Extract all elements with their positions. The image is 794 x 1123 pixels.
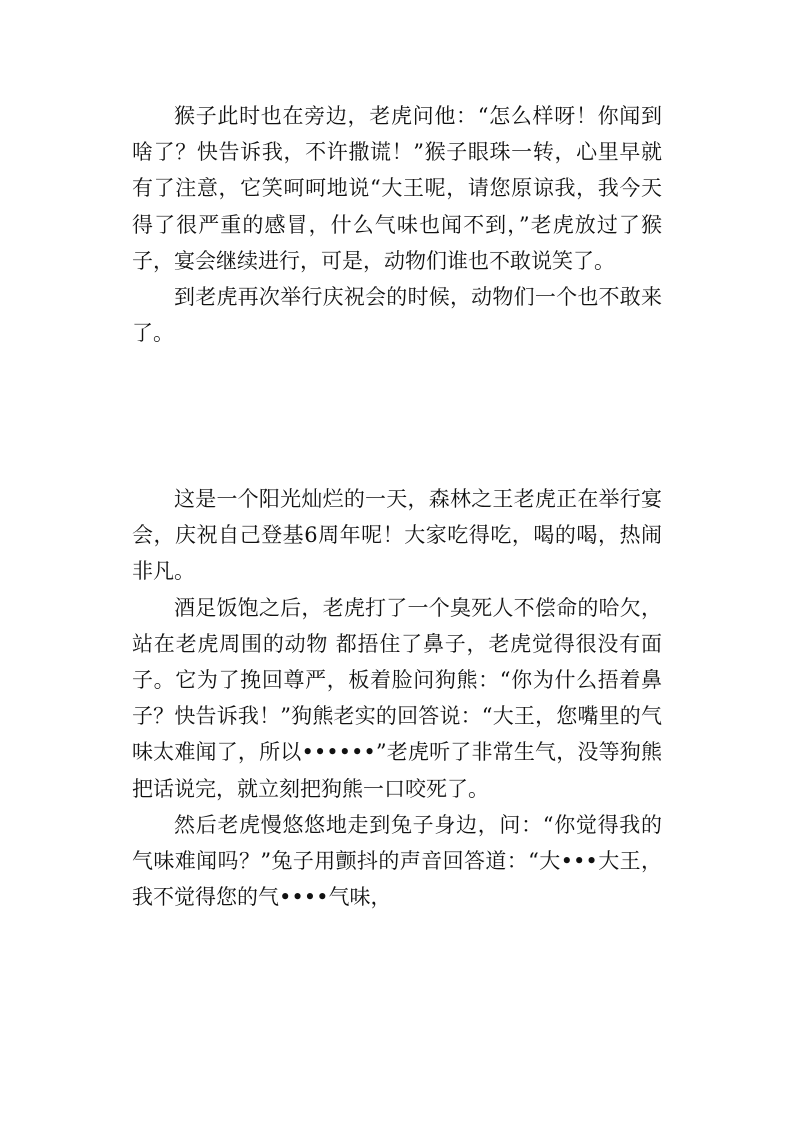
- story-section-ending: [132, 98, 662, 351]
- story-section-beginning: [132, 481, 662, 915]
- paragraph-no-animals-came: 到老虎再次举行庆祝会的时候，动物们一个也不敢来了。: [132, 285, 662, 346]
- paragraph-bear-answer: 酒足饭饱之后，老虎打了一个臭死人不偿命的哈欠，站在老虎周围的动物 都捂住了鼻子，老虎觉得很没有面子。它为了挽回尊严，板着脸问狗熊：“你为什么捂着鼻子？快告诉我！”狗熊老实的回答说：“大王，您嘴里的气味太难闻了，所以••••••”老虎听了非常生气，没等狗熊把话说完，就立刻把狗熊一口咬死了。: [132, 595, 662, 801]
- paragraph-tiger-banquet: 这是一个阳光灿烂的一天，森林之王老虎正在举行宴会，庆祝自己登基6周年呢！大家吃得吃，喝的喝，热闹非凡。: [132, 487, 662, 584]
- paragraph-monkey-answer: 猴子此时也在旁边，老虎问他：“怎么样呀！你闻到啥了？快告诉我，不许撒谎！”猴子眼珠一转，心里早就有了注意，它笑呵呵地说“大王呢，请您原谅我，我今天得了很严重的感冒，什么气味也闻不到，”老虎放过了猴子，宴会继续进行，可是，动物们谁也不敢说笑了。: [132, 104, 662, 273]
- paragraph-rabbit-answer: 然后老虎慢悠悠地走到兔子身边，问：“你觉得我的气味难闻吗？”兔子用颤抖的声音回答道：“大•••大王，我不觉得您的气••••气味，: [132, 812, 662, 910]
